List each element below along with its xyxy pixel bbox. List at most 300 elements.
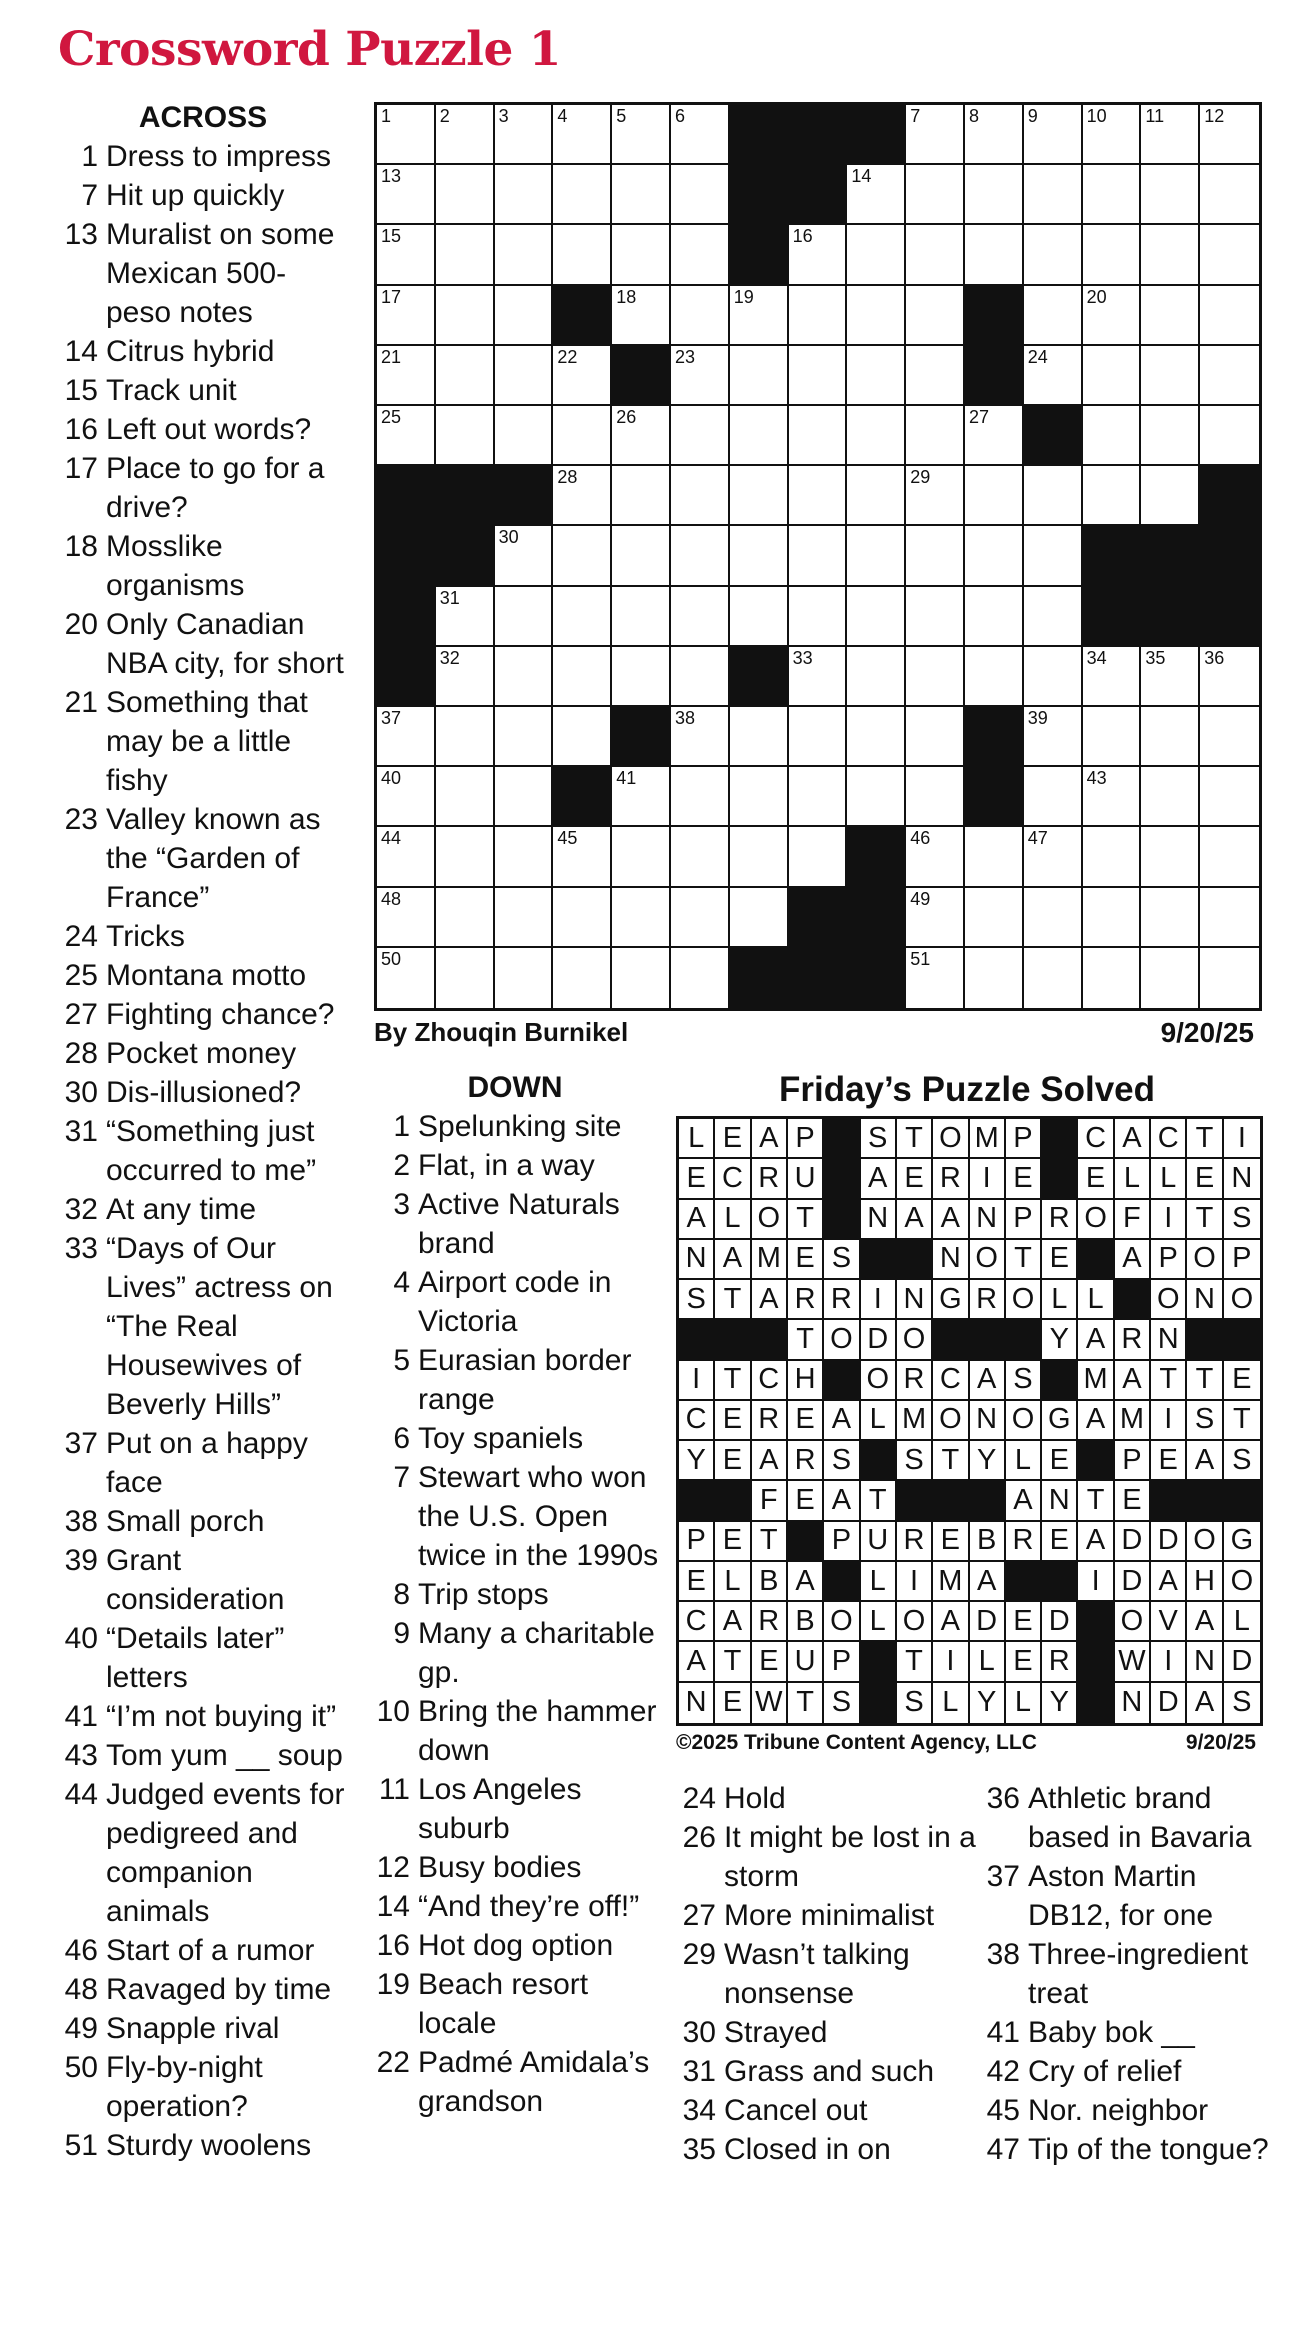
grid-cell[interactable] [1151, 1280, 1187, 1320]
grid-cell[interactable] [1006, 1240, 1042, 1280]
grid-cell[interactable] [906, 165, 965, 225]
grid-cell[interactable] [1115, 1441, 1151, 1481]
grid-cell[interactable] [906, 767, 965, 827]
grid-cell[interactable] [436, 165, 495, 225]
grid-cell[interactable] [377, 105, 436, 165]
grid-cell[interactable] [436, 888, 495, 948]
grid-cell[interactable] [436, 948, 495, 1008]
grid-cell[interactable] [495, 406, 554, 466]
grid-cell[interactable] [1141, 888, 1200, 948]
grid-cell[interactable] [970, 1441, 1006, 1481]
grid-cell[interactable] [897, 1159, 933, 1199]
grid-cell[interactable] [824, 1320, 860, 1360]
grid-cell[interactable] [671, 406, 730, 466]
grid-cell[interactable] [1042, 1642, 1078, 1682]
grid-cell[interactable] [965, 587, 1024, 647]
grid-cell[interactable] [1224, 1602, 1260, 1642]
grid-cell[interactable] [1224, 1441, 1260, 1481]
grid-cell[interactable] [730, 767, 789, 827]
grid-cell[interactable] [1200, 707, 1259, 767]
grid-cell[interactable] [671, 587, 730, 647]
grid-cell[interactable] [897, 1562, 933, 1602]
grid-cell[interactable] [1200, 827, 1259, 887]
grid-cell[interactable] [1224, 1361, 1260, 1401]
grid-cell[interactable] [730, 707, 789, 767]
grid-cell[interactable] [906, 647, 965, 707]
grid-cell[interactable] [436, 225, 495, 285]
grid-cell[interactable] [1187, 1683, 1223, 1723]
grid-cell[interactable] [1151, 1240, 1187, 1280]
grid-cell[interactable] [1024, 346, 1083, 406]
grid-cell[interactable] [1078, 1320, 1114, 1360]
grid-cell[interactable] [612, 406, 671, 466]
grid-cell[interactable] [1083, 827, 1142, 887]
grid-cell[interactable] [933, 1200, 969, 1240]
grid-cell[interactable] [730, 827, 789, 887]
grid-cell[interactable] [752, 1522, 788, 1562]
grid-cell[interactable] [970, 1280, 1006, 1320]
grid-cell[interactable] [965, 827, 1024, 887]
grid-cell[interactable] [788, 1361, 824, 1401]
grid-cell[interactable] [1078, 1522, 1114, 1562]
grid-cell[interactable] [1083, 948, 1142, 1008]
grid-cell[interactable] [788, 1401, 824, 1441]
grid-cell[interactable] [906, 888, 965, 948]
grid-cell[interactable] [377, 827, 436, 887]
grid-cell[interactable] [1187, 1200, 1223, 1240]
grid-cell[interactable] [1224, 1401, 1260, 1441]
grid-cell[interactable] [965, 888, 1024, 948]
grid-cell[interactable] [824, 1642, 860, 1682]
grid-cell[interactable] [495, 165, 554, 225]
grid-cell[interactable] [1006, 1683, 1042, 1723]
grid-cell[interactable] [933, 1642, 969, 1682]
grid-cell[interactable] [715, 1562, 751, 1602]
grid-cell[interactable] [789, 827, 848, 887]
grid-cell[interactable] [679, 1361, 715, 1401]
grid-cell[interactable] [752, 1200, 788, 1240]
grid-cell[interactable] [1078, 1562, 1114, 1602]
grid-cell[interactable] [861, 1562, 897, 1602]
grid-cell[interactable] [1151, 1200, 1187, 1240]
grid-cell[interactable] [495, 587, 554, 647]
grid-cell[interactable] [1141, 767, 1200, 827]
grid-cell[interactable] [965, 225, 1024, 285]
grid-cell[interactable] [377, 767, 436, 827]
grid-cell[interactable] [847, 587, 906, 647]
grid-cell[interactable] [553, 165, 612, 225]
grid-cell[interactable] [1200, 346, 1259, 406]
grid-cell[interactable] [789, 406, 848, 466]
grid-cell[interactable] [671, 526, 730, 586]
grid-cell[interactable] [906, 587, 965, 647]
grid-cell[interactable] [1024, 105, 1083, 165]
grid-cell[interactable] [965, 466, 1024, 526]
grid-cell[interactable] [906, 948, 965, 1008]
grid-cell[interactable] [1078, 1280, 1114, 1320]
grid-cell[interactable] [1078, 1401, 1114, 1441]
grid-cell[interactable] [1006, 1401, 1042, 1441]
grid-cell[interactable] [1042, 1200, 1078, 1240]
grid-cell[interactable] [897, 1441, 933, 1481]
grid-cell[interactable] [847, 707, 906, 767]
grid-cell[interactable] [1042, 1481, 1078, 1521]
grid-cell[interactable] [1187, 1441, 1223, 1481]
grid-cell[interactable] [1187, 1361, 1223, 1401]
grid-cell[interactable] [847, 165, 906, 225]
grid-cell[interactable] [1078, 1159, 1114, 1199]
grid-cell[interactable] [377, 406, 436, 466]
grid-cell[interactable] [1200, 105, 1259, 165]
grid-cell[interactable] [1083, 647, 1142, 707]
grid-cell[interactable] [1006, 1602, 1042, 1642]
grid-cell[interactable] [495, 346, 554, 406]
grid-cell[interactable] [1042, 1602, 1078, 1642]
grid-cell[interactable] [933, 1602, 969, 1642]
grid-cell[interactable] [1200, 165, 1259, 225]
grid-cell[interactable] [715, 1602, 751, 1642]
grid-cell[interactable] [1224, 1522, 1260, 1562]
grid-cell[interactable] [1151, 1159, 1187, 1199]
grid-cell[interactable] [789, 647, 848, 707]
grid-cell[interactable] [861, 1522, 897, 1562]
grid-cell[interactable] [553, 466, 612, 526]
grid-cell[interactable] [788, 1683, 824, 1723]
grid-cell[interactable] [861, 1481, 897, 1521]
grid-cell[interactable] [1141, 948, 1200, 1008]
grid-cell[interactable] [1141, 165, 1200, 225]
grid-cell[interactable] [1151, 1642, 1187, 1682]
grid-cell[interactable] [1078, 1361, 1114, 1401]
grid-cell[interactable] [1115, 1642, 1151, 1682]
grid-cell[interactable] [1083, 466, 1142, 526]
grid-cell[interactable] [1006, 1159, 1042, 1199]
grid-cell[interactable] [752, 1361, 788, 1401]
grid-cell[interactable] [965, 948, 1024, 1008]
grid-cell[interactable] [897, 1683, 933, 1723]
grid-cell[interactable] [933, 1280, 969, 1320]
grid-cell[interactable] [897, 1522, 933, 1562]
grid-cell[interactable] [752, 1602, 788, 1642]
grid-cell[interactable] [897, 1401, 933, 1441]
grid-cell[interactable] [671, 286, 730, 346]
grid-cell[interactable] [671, 707, 730, 767]
grid-cell[interactable] [553, 888, 612, 948]
grid-cell[interactable] [1083, 707, 1142, 767]
grid-cell[interactable] [897, 1280, 933, 1320]
grid-cell[interactable] [906, 406, 965, 466]
grid-cell[interactable] [788, 1320, 824, 1360]
grid-cell[interactable] [1151, 1522, 1187, 1562]
grid-cell[interactable] [824, 1602, 860, 1642]
grid-cell[interactable] [1151, 1320, 1187, 1360]
grid-cell[interactable] [933, 1361, 969, 1401]
grid-cell[interactable] [1115, 1602, 1151, 1642]
grid-cell[interactable] [933, 1562, 969, 1602]
grid-cell[interactable] [715, 1240, 751, 1280]
grid-cell[interactable] [671, 948, 730, 1008]
grid-cell[interactable] [861, 1200, 897, 1240]
grid-cell[interactable] [679, 1119, 715, 1159]
grid-cell[interactable] [1141, 286, 1200, 346]
grid-cell[interactable] [1006, 1280, 1042, 1320]
grid-cell[interactable] [1006, 1642, 1042, 1682]
grid-cell[interactable] [671, 165, 730, 225]
grid-cell[interactable] [906, 466, 965, 526]
grid-cell[interactable] [1115, 1320, 1151, 1360]
grid-cell[interactable] [861, 1280, 897, 1320]
grid-cell[interactable] [1115, 1240, 1151, 1280]
grid-cell[interactable] [933, 1522, 969, 1562]
grid-cell[interactable] [847, 286, 906, 346]
grid-cell[interactable] [553, 406, 612, 466]
grid-cell[interactable] [1078, 1119, 1114, 1159]
grid-cell[interactable] [1115, 1361, 1151, 1401]
grid-cell[interactable] [1115, 1159, 1151, 1199]
grid-cell[interactable] [679, 1280, 715, 1320]
grid-cell[interactable] [1042, 1320, 1078, 1360]
grid-cell[interactable] [965, 105, 1024, 165]
grid-cell[interactable] [970, 1240, 1006, 1280]
grid-cell[interactable] [752, 1401, 788, 1441]
grid-cell[interactable] [847, 466, 906, 526]
grid-cell[interactable] [671, 827, 730, 887]
grid-cell[interactable] [436, 286, 495, 346]
grid-cell[interactable] [897, 1200, 933, 1240]
grid-cell[interactable] [970, 1401, 1006, 1441]
grid-cell[interactable] [679, 1602, 715, 1642]
grid-cell[interactable] [847, 346, 906, 406]
grid-cell[interactable] [1115, 1401, 1151, 1441]
grid-cell[interactable] [612, 587, 671, 647]
grid-cell[interactable] [679, 1522, 715, 1562]
grid-cell[interactable] [1024, 526, 1083, 586]
grid-cell[interactable] [377, 948, 436, 1008]
grid-cell[interactable] [1187, 1642, 1223, 1682]
grid-cell[interactable] [730, 286, 789, 346]
grid-cell[interactable] [965, 526, 1024, 586]
grid-cell[interactable] [1006, 1481, 1042, 1521]
grid-cell[interactable] [788, 1441, 824, 1481]
grid-cell[interactable] [1200, 888, 1259, 948]
grid-cell[interactable] [847, 526, 906, 586]
grid-cell[interactable] [1024, 587, 1083, 647]
grid-cell[interactable] [970, 1602, 1006, 1642]
grid-cell[interactable] [671, 466, 730, 526]
grid-cell[interactable] [1083, 225, 1142, 285]
grid-cell[interactable] [436, 105, 495, 165]
grid-cell[interactable] [1042, 1280, 1078, 1320]
grid-cell[interactable] [906, 225, 965, 285]
grid-cell[interactable] [933, 1119, 969, 1159]
grid-cell[interactable] [1187, 1240, 1223, 1280]
grid-cell[interactable] [752, 1159, 788, 1199]
grid-cell[interactable] [679, 1441, 715, 1481]
grid-cell[interactable] [1042, 1401, 1078, 1441]
grid-cell[interactable] [933, 1159, 969, 1199]
grid-cell[interactable] [1024, 948, 1083, 1008]
grid-cell[interactable] [752, 1441, 788, 1481]
grid-cell[interactable] [1151, 1361, 1187, 1401]
grid-cell[interactable] [897, 1119, 933, 1159]
grid-cell[interactable] [906, 526, 965, 586]
grid-cell[interactable] [861, 1361, 897, 1401]
grid-cell[interactable] [788, 1240, 824, 1280]
grid-cell[interactable] [789, 286, 848, 346]
grid-cell[interactable] [970, 1119, 1006, 1159]
grid-cell[interactable] [612, 647, 671, 707]
grid-cell[interactable] [861, 1401, 897, 1441]
grid-cell[interactable] [906, 346, 965, 406]
grid-cell[interactable] [1115, 1119, 1151, 1159]
grid-cell[interactable] [715, 1441, 751, 1481]
grid-cell[interactable] [1024, 827, 1083, 887]
grid-cell[interactable] [752, 1683, 788, 1723]
grid-cell[interactable] [671, 888, 730, 948]
grid-cell[interactable] [1141, 466, 1200, 526]
grid-cell[interactable] [965, 165, 1024, 225]
grid-cell[interactable] [970, 1200, 1006, 1240]
grid-cell[interactable] [1141, 346, 1200, 406]
grid-cell[interactable] [553, 707, 612, 767]
grid-cell[interactable] [495, 767, 554, 827]
grid-cell[interactable] [752, 1280, 788, 1320]
grid-cell[interactable] [788, 1602, 824, 1642]
grid-cell[interactable] [933, 1683, 969, 1723]
grid-cell[interactable] [752, 1119, 788, 1159]
grid-cell[interactable] [1024, 165, 1083, 225]
grid-cell[interactable] [788, 1280, 824, 1320]
grid-cell[interactable] [824, 1280, 860, 1320]
grid-cell[interactable] [1042, 1683, 1078, 1723]
grid-cell[interactable] [965, 406, 1024, 466]
grid-cell[interactable] [679, 1401, 715, 1441]
grid-cell[interactable] [1224, 1159, 1260, 1199]
grid-cell[interactable] [553, 587, 612, 647]
grid-cell[interactable] [377, 707, 436, 767]
grid-cell[interactable] [1187, 1119, 1223, 1159]
grid-cell[interactable] [495, 647, 554, 707]
grid-cell[interactable] [495, 827, 554, 887]
grid-cell[interactable] [1006, 1441, 1042, 1481]
grid-cell[interactable] [1115, 1683, 1151, 1723]
grid-cell[interactable] [377, 346, 436, 406]
grid-cell[interactable] [671, 647, 730, 707]
grid-cell[interactable] [553, 948, 612, 1008]
grid-cell[interactable] [752, 1642, 788, 1682]
grid-cell[interactable] [495, 888, 554, 948]
grid-cell[interactable] [377, 225, 436, 285]
grid-cell[interactable] [1141, 707, 1200, 767]
grid-cell[interactable] [933, 1240, 969, 1280]
grid-cell[interactable] [612, 767, 671, 827]
grid-cell[interactable] [1024, 707, 1083, 767]
grid-cell[interactable] [824, 1683, 860, 1723]
grid-cell[interactable] [436, 587, 495, 647]
grid-cell[interactable] [788, 1119, 824, 1159]
grid-cell[interactable] [1042, 1441, 1078, 1481]
grid-cell[interactable] [1200, 948, 1259, 1008]
grid-cell[interactable] [789, 225, 848, 285]
grid-cell[interactable] [861, 1602, 897, 1642]
grid-cell[interactable] [1224, 1119, 1260, 1159]
grid-cell[interactable] [1187, 1522, 1223, 1562]
grid-cell[interactable] [553, 346, 612, 406]
grid-cell[interactable] [612, 165, 671, 225]
grid-cell[interactable] [679, 1683, 715, 1723]
grid-cell[interactable] [933, 1441, 969, 1481]
grid-cell[interactable] [897, 1602, 933, 1642]
grid-cell[interactable] [1006, 1200, 1042, 1240]
grid-cell[interactable] [1224, 1200, 1260, 1240]
grid-cell[interactable] [1151, 1562, 1187, 1602]
grid-cell[interactable] [1083, 767, 1142, 827]
grid-cell[interactable] [1224, 1562, 1260, 1602]
grid-cell[interactable] [1187, 1602, 1223, 1642]
grid-cell[interactable] [671, 105, 730, 165]
grid-cell[interactable] [715, 1642, 751, 1682]
grid-cell[interactable] [495, 105, 554, 165]
grid-cell[interactable] [970, 1361, 1006, 1401]
grid-cell[interactable] [1200, 767, 1259, 827]
grid-cell[interactable] [715, 1401, 751, 1441]
grid-cell[interactable] [1187, 1401, 1223, 1441]
grid-cell[interactable] [789, 587, 848, 647]
grid-cell[interactable] [847, 406, 906, 466]
grid-cell[interactable] [1151, 1602, 1187, 1642]
grid-cell[interactable] [788, 1642, 824, 1682]
grid-cell[interactable] [1115, 1522, 1151, 1562]
grid-cell[interactable] [1187, 1562, 1223, 1602]
grid-cell[interactable] [730, 346, 789, 406]
grid-cell[interactable] [1115, 1200, 1151, 1240]
grid-cell[interactable] [789, 767, 848, 827]
grid-cell[interactable] [495, 286, 554, 346]
grid-cell[interactable] [1224, 1280, 1260, 1320]
grid-cell[interactable] [1151, 1441, 1187, 1481]
grid-cell[interactable] [789, 707, 848, 767]
grid-cell[interactable] [436, 827, 495, 887]
grid-cell[interactable] [906, 286, 965, 346]
grid-cell[interactable] [1024, 286, 1083, 346]
grid-cell[interactable] [612, 225, 671, 285]
grid-cell[interactable] [679, 1240, 715, 1280]
grid-cell[interactable] [1141, 647, 1200, 707]
grid-cell[interactable] [671, 225, 730, 285]
grid-cell[interactable] [752, 1562, 788, 1602]
grid-cell[interactable] [1024, 767, 1083, 827]
grid-cell[interactable] [377, 286, 436, 346]
grid-cell[interactable] [1006, 1119, 1042, 1159]
grid-cell[interactable] [1078, 1481, 1114, 1521]
grid-cell[interactable] [377, 165, 436, 225]
grid-cell[interactable] [970, 1642, 1006, 1682]
grid-cell[interactable] [679, 1642, 715, 1682]
grid-cell[interactable] [789, 466, 848, 526]
grid-cell[interactable] [730, 526, 789, 586]
grid-cell[interactable] [553, 647, 612, 707]
grid-cell[interactable] [861, 1159, 897, 1199]
grid-cell[interactable] [1151, 1683, 1187, 1723]
grid-cell[interactable] [1200, 406, 1259, 466]
grid-cell[interactable] [1187, 1159, 1223, 1199]
grid-cell[interactable] [1200, 225, 1259, 285]
grid-cell[interactable] [715, 1200, 751, 1240]
grid-cell[interactable] [495, 707, 554, 767]
grid-cell[interactable] [847, 647, 906, 707]
grid-cell[interactable] [436, 767, 495, 827]
grid-cell[interactable] [1115, 1562, 1151, 1602]
